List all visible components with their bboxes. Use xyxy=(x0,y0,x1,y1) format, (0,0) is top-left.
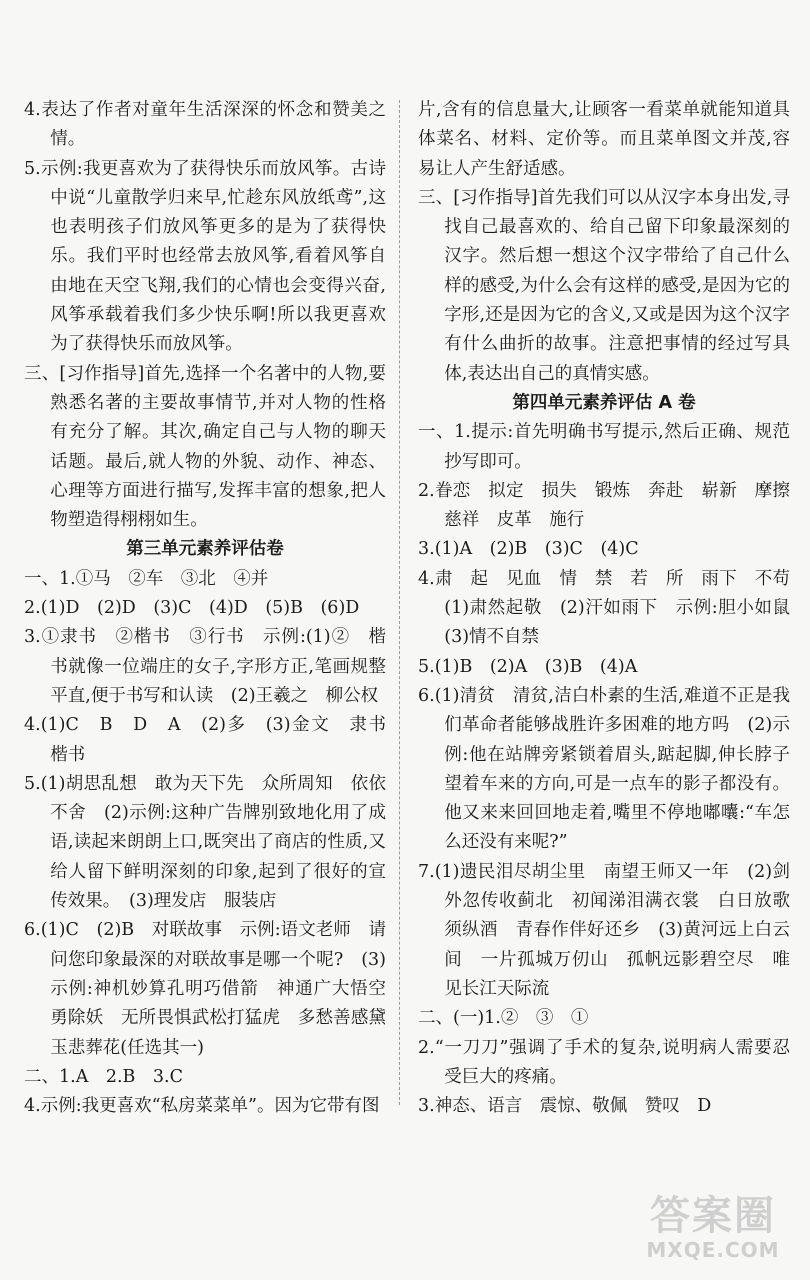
answer-paragraph: 6.(1)清贫 清贫,洁白朴素的生活,难道不正是我们革命者能够战胜许多困难的地方吗 (2)示例:他在站牌旁紧锁着眉头,踮起脚,伸长脖子望着车来的方向,可是一点车的影子都没有。他又来来回回地走着,嘴里不停地嘟囔:“车怎么还没有来呢?” xyxy=(418,685,790,853)
answer-paragraph: 片,含有的信息量大,让顾客一看菜单就能知道具体菜名、材料、定价等。而且菜单图文并茂,容易让人产生舒适感。 xyxy=(418,100,790,179)
answer-paragraph: 4.示例:我更喜欢“私房菜菜单”。因为它带有图 xyxy=(24,1096,380,1117)
answer-paragraph: 二、(一)1.② ③ ① xyxy=(418,1008,589,1029)
answer-paragraph: 7.(1)遗民泪尽胡尘里 南望王师又一年 (2)剑外忽传收蓟北 初闻涕泪满衣裳 白日放歌须纵酒 青春作伴好还乡 (3)黄河远上白云间 一片孤城万仞山 孤帆远影碧空尽 唯见长江天际流 xyxy=(418,861,790,999)
answer-paragraph: 5.(1)B (2)A (3)B (4)A xyxy=(418,656,638,677)
answer-paragraph: 三、[习作指导]首先,选择一个名著中的人物,要熟悉名著的主要故事情节,并对人物的性格有充分了解。其次,确定自己与人物的聊天话题。最后,就人物的外貌、动作、神态、心理等方面进行描写,发挥丰富的想象,把人物塑造得栩栩如生。 xyxy=(24,363,386,531)
answer-paragraph: 4.肃 起 见血 情 禁 若 所 雨下 不苟 (1)肃然起敬 (2)汗如雨下 示例:胆小如鼠 (3)情不自禁 xyxy=(418,568,808,648)
answer-paragraph: 二、1.A 2.B 3.C xyxy=(24,1066,183,1087)
answer-paragraph: 2.“一刀刀”强调了手术的复杂,说明病人需要忍受巨大的疼痛。 xyxy=(418,1037,790,1087)
answer-paragraph: 6.(1)C (2)B 对联故事 示例:语文老师 请问您印象最深的对联故事是哪一个呢? (3)示例:神机妙算孔明巧借箭 神通广大悟空勇除妖 无所畏惧武松打猛虎 多愁善感黛玉悲葬花(任选其一) xyxy=(24,920,386,1058)
right-column xyxy=(418,96,808,1121)
section-heading: 第四单元素养评估 A 卷 xyxy=(512,392,696,413)
answer-paragraph: 3.①隶书 ②楷书 ③行书 示例:(1)② 楷书就像一位端庄的女子,字形方正,笔画规整平直,便于书写和认读 (2)王羲之 柳公权 xyxy=(24,627,386,706)
column-divider xyxy=(399,100,400,1105)
watermark-logo xyxy=(628,1194,798,1274)
answer-paragraph: 3.(1)A (2)B (3)C (4)C xyxy=(418,539,639,560)
section-heading: 第三单元素养评估卷 xyxy=(126,539,284,560)
left-column xyxy=(24,96,404,1121)
answer-paragraph: 一、1.提示:首先明确书写提示,然后正确、规范抄写即可。 xyxy=(418,422,790,472)
watermark-url: MXQE.COM xyxy=(646,1238,780,1262)
answer-paragraph: 4.(1)C B D A (2)多 (3)金文 隶书 楷书 xyxy=(24,715,404,765)
answer-paragraph: 5.(1)胡思乱想 敢为天下先 众所周知 依依不舍 (2)示例:这种广告牌别致地化用了成语,读起来朗朗上口,既突出了商店的性质,又给人留下鲜明深刻的印象,起到了很好的宣传效果。 (3)理发店 服装店 xyxy=(24,773,386,912)
answer-paragraph: 一、1.①马 ②车 ③北 ④并 xyxy=(24,568,269,589)
answer-paragraph: 4.表达了作者对童年生活深深的怀念和赞美之情。 xyxy=(24,100,386,150)
answer-paragraph: 2.(1)D (2)D (3)C (4)D (5)B (6)D xyxy=(24,598,360,619)
answer-paragraph: 5.示例:我更喜欢为了获得快乐而放风筝。古诗中说“儿童散学归来早,忙趁东风放纸鸢”,这也表明孩子们放风筝更多的是为了获得快乐。我们平时也经常去放风筝,看着风筝自由地在天空飞翔,我们的心情也会变得兴奋,风筝承载着我们多少快乐啊!所以我更喜欢为了获得快乐而放风筝。 xyxy=(24,158,386,355)
answer-paragraph: 2.眷恋 拟定 损失 锻炼 奔赴 崭新 摩擦 慈祥 皮革 施行 xyxy=(418,480,808,531)
watermark-logo-text: 答案圈 xyxy=(650,1193,776,1239)
answer-paragraph: 3.神态、语言 震惊、敬佩 赞叹 D xyxy=(418,1096,712,1117)
answer-paragraph: 三、[习作指导]首先我们可以从汉字本身出发,寻找自己最喜欢的、给自己留下印象最深刻的汉字。然后想一想这个汉字带给了自己什么样的感受,为什么会有这样的感受,是因为它的字形,还是因为它的含义,又或是因为这个汉字有什么曲折的故事。注意把事情的经过写具体,表达出自己的真情实感。 xyxy=(418,187,790,384)
